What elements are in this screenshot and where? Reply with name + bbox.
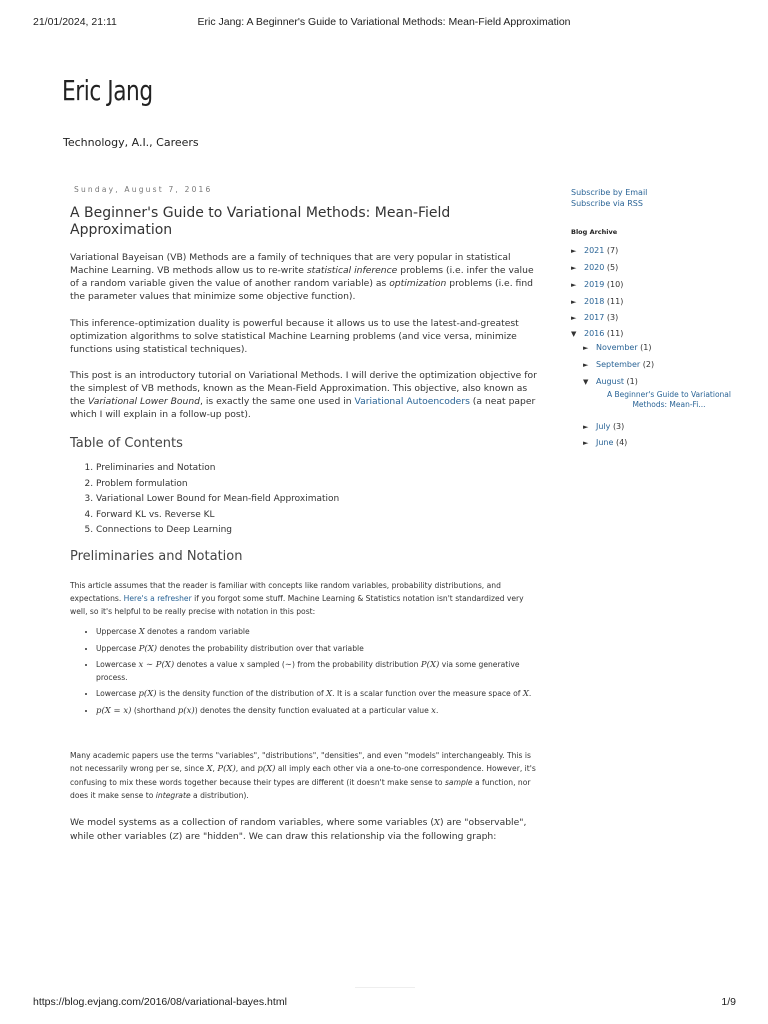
terminology-paragraph [70,749,542,802]
divider [355,987,415,988]
collapse-arrow-icon[interactable]: ▼ [583,378,589,386]
text: via some generative process. [96,660,520,682]
year-label[interactable]: 2020 [584,263,605,272]
math: p(X) [138,689,157,699]
intro-paragraph [70,251,542,303]
archive-year-2021[interactable] [571,245,618,257]
text: Uppercase [96,627,139,636]
math: X [206,764,213,774]
math: X [326,689,333,699]
text: problems (i.e. find the parameter values that minimize some objective function). [70,278,533,302]
archive-month-june[interactable] [583,437,627,449]
toc-item[interactable]: 3. Variational Lower Bound for Mean-field Approximation [96,492,339,508]
post-count: (4) [615,438,628,447]
list-item [96,705,536,718]
expand-arrow-icon[interactable]: ► [571,247,577,255]
year-label[interactable]: 2017 [584,313,605,322]
table-of-contents [70,461,339,539]
print-page-number: 1/9 [721,996,736,1008]
text: a distribution). [190,791,249,800]
text: This post is an introductory tutorial on Variational Methods. I will derive the optimization objective for the simplest of VB methods, known as the Mean-Field Approximation. This objective, also known as the [70,370,537,407]
expand-arrow-icon[interactable]: ► [583,439,589,447]
text: , is exactly the same one used in [200,396,355,407]
section-heading: Preliminaries and Notation [70,549,243,564]
text: ) denotes the density function evaluated at a particular value [194,705,432,715]
sidebar [571,187,751,447]
math: p(X = x) [96,705,132,716]
text: . [528,689,532,698]
collapse-arrow-icon[interactable]: ▼ [571,330,577,338]
archive-month-august[interactable] [583,376,638,388]
list-item [96,626,536,639]
text: . [435,705,439,715]
subscribe-email-link[interactable]: Subscribe by Email [571,188,648,197]
archive-year-2016[interactable] [571,328,623,340]
text: problems (i.e. infer the value of a random variable given the value of another random variable) as [70,265,534,289]
archive-year-2017[interactable] [571,312,618,324]
toc-item[interactable]: 2. Problem formulation [96,477,339,493]
list-item [96,688,536,701]
text-emphasis: Variational Lower Bound [88,396,200,407]
post-count: (5) [606,263,619,272]
post-title[interactable]: A Beginner's Guide to Variational Methods: Mean-Field Approximation [70,205,451,238]
year-label[interactable]: 2018 [584,297,605,306]
text: sampled ( [244,660,285,669]
print-page-title: Eric Jang: A Beginner's Guide to Variational Methods: Mean-Field Approximation [197,16,571,28]
text: Lowercase [96,660,139,669]
text: We model systems as a collection of random variables, where some variables ( [70,817,434,828]
math: p(X) [257,764,276,774]
post-count: (10) [606,280,624,289]
text: Variational Bayeisan (VB) Methods are a family of techniques that are very popular in statistical Machine Learning. VB methods allow us to re-write [70,252,511,276]
text: ) are "hidden". We can draw this relationship via the following graph: [178,831,497,842]
post-count: (11) [606,297,624,306]
post-count: (1) [640,343,652,352]
expand-arrow-icon[interactable]: ► [571,298,577,306]
expand-arrow-icon[interactable]: ► [571,314,577,322]
refresher-link[interactable]: Here's a refresher [123,594,192,603]
archive-month-september[interactable] [583,359,654,371]
expand-arrow-icon[interactable]: ► [583,423,589,431]
math: X [522,689,529,699]
text: is the density function of the distribution of [156,689,327,698]
math: ∼ [284,660,292,670]
text: , and [235,764,258,773]
archive-current-post-link[interactable]: A Beginner's Guide to Variational Methods: Mean-Fi... [607,390,731,409]
text: , [212,764,218,773]
expand-arrow-icon[interactable]: ► [571,264,577,272]
month-label[interactable]: June [596,438,614,447]
math: P(X) [138,643,158,654]
tutorial-paragraph [70,369,542,421]
print-datetime: 21/01/2024, 21:11 [33,16,117,28]
math: x [239,660,245,670]
math: P(X) [217,764,236,774]
text: if you forgot some stuff. Machine Learning & Statistics notation isn't standardized very well, so it's helpful to be really precise with notation in this post: [70,594,524,616]
text-emphasis: statistical inference [306,265,398,276]
archive-year-2019[interactable] [571,279,623,291]
month-label[interactable]: November [596,343,638,352]
math: P(X) [420,660,440,670]
math: X [138,627,145,637]
text: ) from the probability distribution [291,660,421,669]
archive-month-november[interactable] [583,342,652,354]
post-date: Sunday, August 7, 2016 [74,185,213,194]
subscribe-rss-link[interactable]: Subscribe via RSS [571,199,643,208]
math: p(x) [177,705,195,716]
text: (a neat paper which I will explain in a follow-up post). [70,396,536,420]
blog-description: Technology, A.I., Careers [63,136,199,149]
math: x ∼ P(X) [138,660,175,670]
print-url: https://blog.evjang.com/2016/08/variational-bayes.html [33,996,287,1008]
duality-paragraph: This inference-optimization duality is powerful because it allows us to use the latest-and-greatest optimization algorithms to solve statistical Machine Learning problems (and vice versa, minimize functions using statistical techniques). [70,318,519,355]
archive-year-2018[interactable] [571,296,623,308]
toc-item[interactable]: 5. Connections to Deep Learning [96,523,339,539]
math: X [433,818,440,828]
text: denotes a value [174,660,240,669]
archive-title: Blog Archive [571,228,618,236]
text-emphasis: sample [444,778,473,787]
text: denotes a random variable [144,627,250,636]
math: Z [172,832,179,842]
archive-year-2020[interactable] [571,262,618,274]
month-label[interactable]: July [596,422,611,431]
text: Lowercase [96,689,139,698]
text: ) are "observable", while other variables ( [70,817,527,842]
math: x [431,705,436,716]
archive-month-july[interactable] [583,421,624,433]
expand-arrow-icon[interactable]: ► [583,344,589,352]
text: a function, nor does it make sense to [70,778,531,800]
notation-list [70,626,536,721]
expand-arrow-icon[interactable]: ► [583,361,589,369]
year-label[interactable]: 2019 [584,280,605,289]
text: . It is a scalar function over the measure space of [332,689,523,698]
model-paragraph [70,816,542,844]
post-count: (7) [606,246,619,255]
vae-link[interactable]: Variational Autoencoders [354,396,470,407]
list-item [96,643,536,656]
text: This article assumes that the reader is familiar with concepts like random variables, probability distributions, and expectations. [70,581,501,603]
toc-item[interactable]: 4. Forward KL vs. Reverse KL [96,508,339,524]
text-emphasis: integrate [155,791,191,800]
list-item [96,659,536,684]
post-count: (3) [606,313,619,322]
toc-item[interactable]: 1. Preliminaries and Notation [96,461,339,477]
post-count: (3) [612,422,625,431]
text: Many academic papers use the terms "variables", "distributions", "densities", and even "models" interchangeably. This is not necessarily wrong per se, since [70,751,531,773]
post-count: (1) [626,377,638,386]
year-label[interactable]: 2021 [584,246,605,255]
text: denotes the probability distribution over that variable [157,643,364,653]
post-count: (11) [606,329,624,338]
text-emphasis: optimization [389,278,447,289]
expand-arrow-icon[interactable]: ► [571,281,577,289]
year-label[interactable]: 2016 [584,329,605,338]
text: Uppercase [96,643,139,653]
text: all imply each other via a one-to-one correspondence. However, it's confusing to mix these words together because their types are different (it doesn't make sense to [70,764,536,787]
notation-intro-paragraph [70,579,542,618]
post-count: (2) [642,360,655,369]
month-label[interactable]: August [596,377,624,386]
text: (shorthand [131,705,178,715]
toc-heading: Table of Contents [70,436,183,451]
month-label[interactable]: September [596,360,641,369]
blog-title[interactable]: Eric Jang [62,74,153,107]
